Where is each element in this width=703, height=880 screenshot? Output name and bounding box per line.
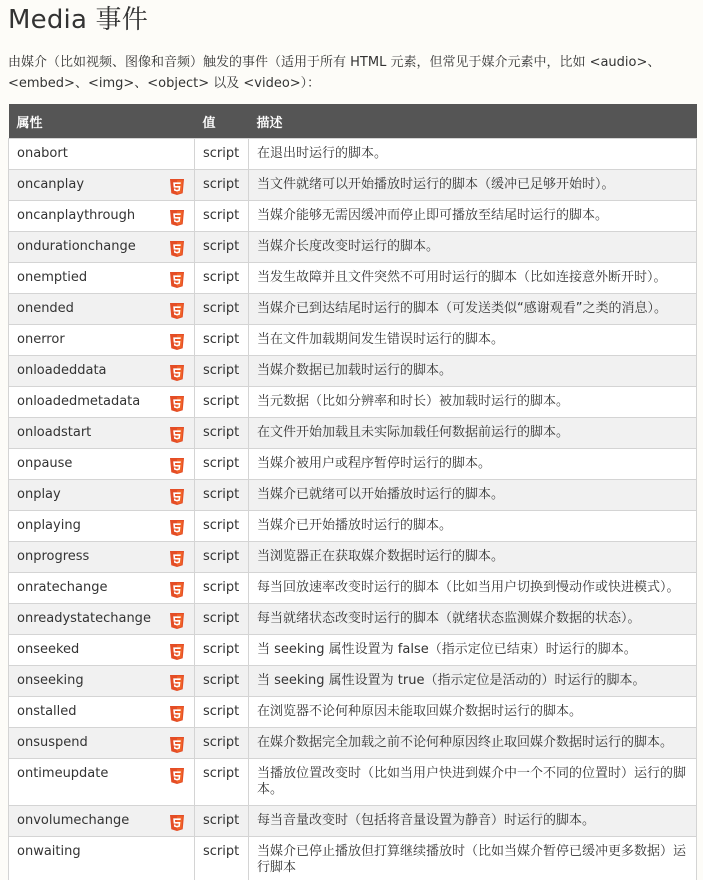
event-value: script (195, 356, 249, 387)
table-row (9, 542, 697, 573)
event-value: script (195, 418, 249, 449)
table-row (9, 759, 697, 806)
column-header-attribute: 属性 (9, 104, 195, 139)
event-value: script (195, 837, 249, 880)
table-row (9, 170, 697, 201)
event-description: 当 seeking 属性设置为 false（指示定位已结束）时运行的脚本。 (249, 635, 697, 666)
table-row (9, 263, 697, 294)
event-value: script (195, 604, 249, 635)
page-title: Media 事件 (8, 5, 148, 35)
event-attribute-cell (9, 449, 195, 480)
html5-icon (170, 208, 184, 224)
table-row (9, 604, 697, 635)
event-attribute-cell (9, 635, 195, 666)
html5-icon (170, 813, 184, 829)
event-attribute-cell (9, 356, 195, 387)
event-value: script (195, 666, 249, 697)
table-row (9, 418, 697, 449)
event-attribute-name: onabort (17, 146, 68, 161)
table-row (9, 356, 697, 387)
event-attribute-name: onloadstart (17, 425, 92, 440)
event-value: script (195, 697, 249, 728)
html5-icon (170, 704, 184, 720)
event-description: 当文件就绪可以开始播放时运行的脚本（缓冲已足够开始时）。 (249, 170, 697, 201)
event-attribute-name: onwaiting (17, 844, 81, 859)
event-attribute-cell (9, 604, 195, 635)
html5-icon (170, 549, 184, 565)
event-attribute-name: onloadeddata (17, 363, 107, 378)
event-value: script (195, 201, 249, 232)
table-row (9, 806, 697, 837)
event-value: script (195, 294, 249, 325)
event-description: 当媒介已到达结尾时运行的脚本（可发送类似“感谢观看”之类的消息）。 (249, 294, 697, 325)
event-description: 当媒介长度改变时运行的脚本。 (249, 232, 697, 263)
html5-icon (170, 456, 184, 472)
html5-icon (170, 394, 184, 410)
event-value: script (195, 232, 249, 263)
event-description: 在文件开始加载且未实际加载任何数据前运行的脚本。 (249, 418, 697, 449)
event-description: 当浏览器正在获取媒介数据时运行的脚本。 (249, 542, 697, 573)
table-row (9, 294, 697, 325)
event-attribute-cell (9, 232, 195, 263)
event-description: 在浏览器不论何种原因未能取回媒介数据时运行的脚本。 (249, 697, 697, 728)
table-row (9, 387, 697, 418)
event-attribute-cell (9, 201, 195, 232)
html5-icon (170, 239, 184, 255)
event-attribute-name: onstalled (17, 704, 77, 719)
event-attribute-name: onplay (17, 487, 61, 502)
event-attribute-name: onended (17, 301, 74, 316)
html5-icon (170, 487, 184, 503)
event-attribute-name: onvolumechange (17, 813, 130, 828)
table-row (9, 511, 697, 542)
event-attribute-cell (9, 418, 195, 449)
event-attribute-name: ontimeupdate (17, 766, 109, 781)
table-row (9, 728, 697, 759)
table-row (9, 139, 697, 170)
html5-icon (170, 425, 184, 441)
table-row (9, 697, 697, 728)
event-description: 每当回放速率改变时运行的脚本（比如当用户切换到慢动作或快进模式）。 (249, 573, 697, 604)
event-attribute-cell (9, 139, 195, 170)
event-attribute-cell (9, 759, 195, 806)
event-attribute-name: ondurationchange (17, 239, 136, 254)
event-attribute-name: onseeked (17, 642, 80, 657)
event-value: script (195, 542, 249, 573)
html5-icon (170, 301, 184, 317)
event-attribute-name: onratechange (17, 580, 108, 595)
intro-text: 由媒介（比如视频、图像和音频）触发的事件（适用于所有 HTML 元素，但常见于媒介元素中，比如 <audio>、<embed>、<img>、<object> 以及 <video>）： (8, 55, 661, 91)
event-description: 当元数据（比如分辨率和时长）被加载时运行的脚本。 (249, 387, 697, 418)
column-header-value: 值 (195, 104, 249, 139)
html5-icon (170, 642, 184, 658)
event-description: 每当音量改变时（包括将音量设置为静音）时运行的脚本。 (249, 806, 697, 837)
table-row (9, 232, 697, 263)
event-attribute-cell (9, 294, 195, 325)
event-attribute-name: onerror (17, 332, 65, 347)
event-attribute-cell (9, 697, 195, 728)
html5-icon (170, 270, 184, 286)
html5-icon (170, 673, 184, 689)
event-attribute-cell (9, 325, 195, 356)
table-row (9, 635, 697, 666)
event-description: 在退出时运行的脚本。 (249, 139, 697, 170)
event-attribute-cell (9, 480, 195, 511)
event-description: 每当就绪状态改变时运行的脚本（就绪状态监测媒介数据的状态）。 (249, 604, 697, 635)
event-attribute-name: onprogress (17, 549, 90, 564)
event-attribute-cell (9, 387, 195, 418)
event-attribute-name: oncanplay (17, 177, 85, 192)
event-description: 当 seeking 属性设置为 true（指示定位是活动的）时运行的脚本。 (249, 666, 697, 697)
event-value: script (195, 263, 249, 294)
event-description: 当媒介已停止播放但打算继续播放时（比如当媒介暂停已缓冲更多数据）运行脚本 (249, 837, 697, 880)
event-value: script (195, 728, 249, 759)
media-events-table (8, 104, 697, 880)
event-description: 当媒介已开始播放时运行的脚本。 (249, 511, 697, 542)
html5-icon (170, 518, 184, 534)
event-value: script (195, 759, 249, 806)
event-value: script (195, 573, 249, 604)
event-attribute-cell (9, 573, 195, 604)
table-header-row (9, 104, 697, 139)
html5-icon (170, 363, 184, 379)
event-value: script (195, 139, 249, 170)
event-attribute-name: onpause (17, 456, 73, 471)
html5-icon (170, 611, 184, 627)
html5-icon (170, 766, 184, 782)
table-row (9, 480, 697, 511)
table-row (9, 666, 697, 697)
event-attribute-name: onemptied (17, 270, 88, 285)
html5-icon (170, 332, 184, 348)
event-description: 当媒介数据已加载时运行的脚本。 (249, 356, 697, 387)
event-attribute-cell (9, 263, 195, 294)
event-description: 当媒介能够无需因缓冲而停止即可播放至结尾时运行的脚本。 (249, 201, 697, 232)
html5-icon (170, 735, 184, 751)
html5-icon (170, 580, 184, 596)
event-attribute-name: onsuspend (17, 735, 88, 750)
event-attribute-name: onseeking (17, 673, 84, 688)
event-attribute-cell (9, 806, 195, 837)
event-attribute-cell (9, 511, 195, 542)
event-value: script (195, 511, 249, 542)
table-row (9, 837, 697, 880)
column-header-description: 描述 (249, 104, 697, 139)
event-attribute-name: onloadedmetadata (17, 394, 141, 409)
event-value: script (195, 635, 249, 666)
event-attribute-cell (9, 170, 195, 201)
event-attribute-cell (9, 837, 195, 880)
event-description: 当发生故障并且文件突然不可用时运行的脚本（比如连接意外断开时）。 (249, 263, 697, 294)
table-row (9, 449, 697, 480)
event-value: script (195, 480, 249, 511)
table-row (9, 573, 697, 604)
event-description: 当媒介已就绪可以开始播放时运行的脚本。 (249, 480, 697, 511)
event-value: script (195, 387, 249, 418)
event-value: script (195, 325, 249, 356)
event-attribute-cell (9, 728, 195, 759)
event-value: script (195, 170, 249, 201)
event-attribute-name: onreadystatechange (17, 611, 151, 626)
event-description: 当播放位置改变时（比如当用户快进到媒介中一个不同的位置时）运行的脚本。 (249, 759, 697, 806)
table-row (9, 325, 697, 356)
table-row (9, 201, 697, 232)
event-attribute-cell (9, 542, 195, 573)
html5-icon (170, 177, 184, 193)
event-description: 在媒介数据完全加载之前不论何种原因终止取回媒介数据时运行的脚本。 (249, 728, 697, 759)
event-value: script (195, 806, 249, 837)
event-description: 当媒介被用户或程序暂停时运行的脚本。 (249, 449, 697, 480)
event-attribute-cell (9, 666, 195, 697)
event-value: script (195, 449, 249, 480)
event-attribute-name: onplaying (17, 518, 81, 533)
event-description: 当在文件加载期间发生错误时运行的脚本。 (249, 325, 697, 356)
event-attribute-name: oncanplaythrough (17, 208, 136, 223)
